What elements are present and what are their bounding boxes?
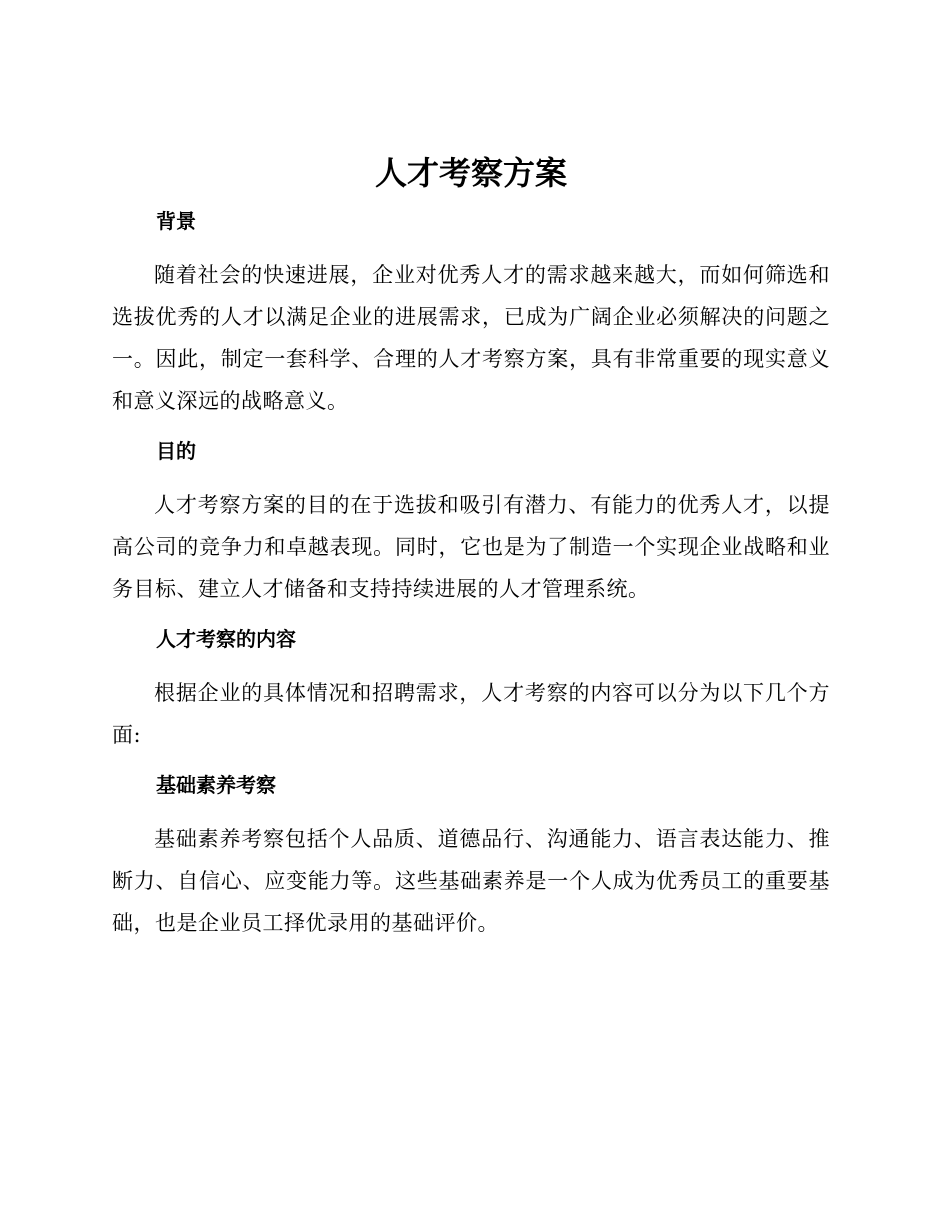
document-title: 人才考察方案 (374, 154, 567, 192)
section-paragraph: 根据企业的具体情况和招聘需求，人才考察的内容可以分为以下几个方面: (112, 681, 830, 747)
section-content (112, 624, 830, 756)
section-paragraph: 人才考察方案的目的在于选拔和吸引有潜力、有能力的优秀人才，以提高公司的竞争力和卓越表现。同时，它也是为了制造一个实现企业战略和业务目标、建立人才储备和支持持续进展的人才管理系统。 (112, 493, 830, 601)
section-basic-quality (112, 770, 830, 944)
section-heading: 基础素养考察 (156, 773, 276, 797)
section-purpose (112, 436, 830, 610)
section-heading: 人才考察的内容 (156, 627, 296, 651)
section-paragraph: 随着社会的快速进展，企业对优秀人才的需求越来越大，而如何筛选和选拔优秀的人才以满足企业的进展需求，已成为广阔企业必须解决的问题之一。因此，制定一套科学、合理的人才考察方案，具有非常重要的现实意义和意义深远的战略意义。 (112, 263, 830, 413)
section-paragraph: 基础素养考察包括个人品质、道德品行、沟通能力、语言表达能力、推断力、自信心、应变能力等。这些基础素养是一个人成为优秀员工的重要基础，也是企业员工择优录用的基础评价。 (112, 827, 830, 935)
section-background (112, 206, 830, 422)
section-heading: 目的 (156, 439, 196, 463)
section-heading: 背景 (156, 209, 196, 233)
document-page (112, 150, 830, 944)
